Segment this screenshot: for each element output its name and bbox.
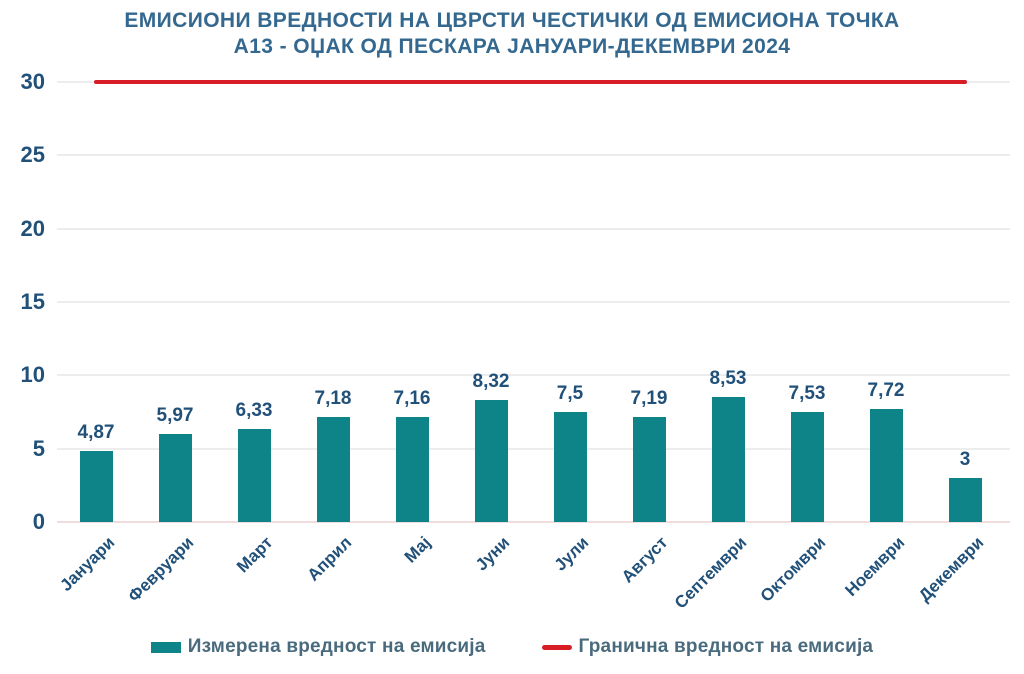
bar-Март: [238, 429, 271, 522]
bar-Април: [317, 417, 350, 522]
y-tick-label-25: 25: [20, 142, 45, 168]
bar-Септември: [712, 397, 745, 522]
x-tick-label-Септември: Септември: [670, 532, 751, 613]
x-tick-label-Октомври: Октомври: [756, 532, 830, 606]
y-tick-label-10: 10: [20, 362, 45, 388]
bar-Мај: [396, 417, 429, 522]
bar-value-label-Март: 6,33: [235, 400, 273, 422]
x-axis: [57, 522, 1010, 632]
bar-Февруари: [159, 434, 192, 522]
y-tick-label-15: 15: [20, 289, 45, 314]
bar-Август: [633, 417, 666, 522]
bar-value-label-Декември: 3: [959, 449, 971, 470]
x-tick-label-Ноември: Ноември: [841, 532, 909, 600]
chart-title-line1: ЕМИСИОНИ ВРЕДНОСТИ НА ЦВРСТИ ЧЕСТИЧКИ ОД ЕМИСИОНА ТОЧКА: [124, 9, 900, 32]
bar-Јануари: [80, 451, 113, 522]
chart-title-line2: А13 - ОЏАК ОД ПЕСКАРА ЈАНУАРИ-ДЕКЕМВРИ 2024: [233, 34, 791, 58]
gridline-y-20: [57, 228, 1010, 230]
bar-value-label-Јули: 7,5: [556, 383, 584, 404]
measured-series-swatch-icon: [151, 642, 181, 653]
bar-value-label-Септември: 8,53: [709, 367, 747, 389]
bar-Декември: [949, 478, 982, 522]
bar-Јули: [554, 412, 587, 522]
x-tick-label-Јули: Јули: [550, 532, 593, 575]
bar-value-label-Август: 7,19: [630, 387, 668, 409]
gridline-y-5: [57, 448, 1010, 450]
x-tick-label-Април: Април: [303, 532, 356, 585]
gridline-y-25: [57, 154, 1010, 156]
x-tick-label-Август: Август: [617, 532, 672, 587]
legend-item-limit: [542, 636, 874, 658]
y-tick-label-30: 30: [20, 69, 45, 94]
x-tick-label-Декември: Декември: [914, 532, 988, 606]
legend-label-measured: Измерена вредност на емисија: [187, 636, 486, 657]
bar-value-label-Јуни: 8,32: [472, 370, 510, 392]
bar-Октомври: [791, 412, 824, 522]
bar-Јуни: [475, 400, 508, 522]
bar-value-label-Октомври: 7,53: [788, 382, 826, 404]
gridline-y-15: [57, 301, 1010, 303]
x-tick-label-Јуни: Јуни: [471, 532, 514, 575]
bar-value-label-Април: 7,18: [314, 387, 352, 409]
bar-Ноември: [870, 409, 903, 522]
y-tick-label-0: 0: [32, 509, 45, 534]
bar-value-label-Мај: 7,16: [393, 387, 431, 409]
limit-line-swatch-icon: [542, 645, 572, 650]
legend-label-limit: Гранична вредност на емисија: [578, 636, 874, 657]
x-tick-label-Февруари: Февруари: [124, 532, 198, 606]
chart-legend: [0, 636, 1024, 658]
y-tick-label-5: 5: [32, 435, 45, 461]
x-tick-label-Мај: Мај: [400, 532, 435, 567]
legend-item-measured: [151, 636, 486, 658]
bar-value-label-Ноември: 7,72: [867, 379, 905, 401]
limit-line: [94, 80, 967, 84]
bar-value-label-Јануари: 4,87: [77, 421, 115, 443]
plot-area: [57, 82, 1010, 522]
x-tick-label-Март: Март: [233, 532, 277, 577]
chart-title: [0, 8, 1024, 59]
y-tick-label-20: 20: [20, 215, 45, 241]
bar-value-label-Февруари: 5,97: [156, 405, 194, 427]
x-tick-label-Јануари: Јануари: [56, 532, 119, 595]
